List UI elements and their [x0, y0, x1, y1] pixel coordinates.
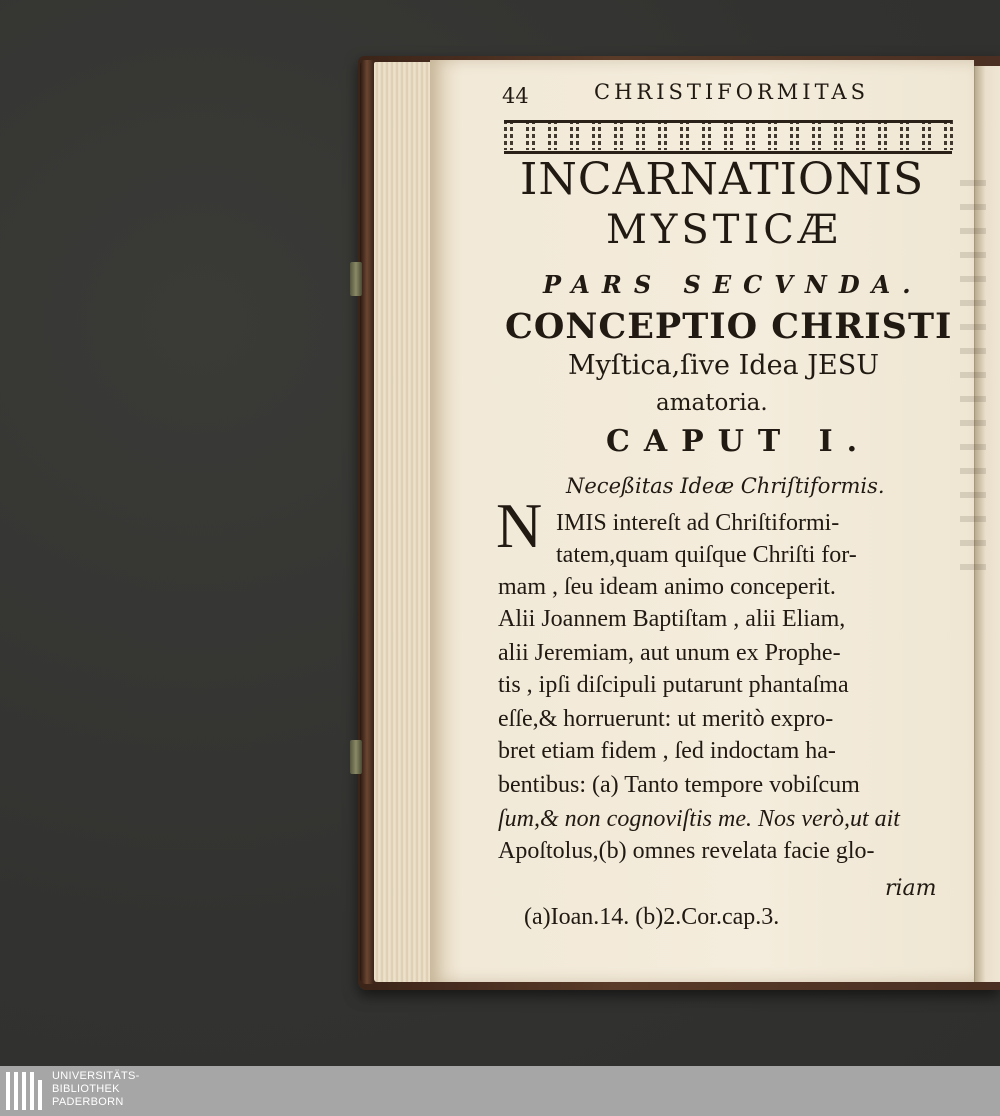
body-line: ſum,& non cognoviſtis me. Nos verò,ut ait	[498, 806, 900, 832]
library-name-line-1: UNIVERSITÄTS-	[52, 1070, 140, 1082]
library-footer	[0, 1066, 1000, 1116]
library-name-line-2: BIBLIOTHEK	[52, 1083, 120, 1095]
page-edges	[374, 62, 434, 982]
catchword: riam	[885, 876, 937, 901]
ink-bleed-through	[960, 180, 986, 580]
running-head: CHRISTIFORMITAS	[594, 80, 869, 104]
drop-cap: N	[496, 490, 543, 561]
library-name	[52, 1070, 140, 1109]
footnote: (a)Ioan.14. (b)2.Cor.cap.3.	[524, 904, 780, 930]
body-line: eſſe,& horruerunt: ut meritò expro-	[498, 706, 834, 732]
subtitle-3: amatoria.	[656, 390, 768, 416]
clasp-bottom	[350, 740, 362, 774]
subtitle: CONCEPTIO CHRISTI	[505, 306, 953, 347]
part-heading: PARS SECVNDA.	[543, 270, 923, 299]
ornament-frame	[504, 120, 952, 154]
subtitle-2: Myſtica,ſive Idea JESU	[568, 350, 880, 381]
body-line: tis , ipſi diſcipuli putarunt phantaſma	[498, 672, 849, 698]
page-number: 44	[502, 84, 529, 108]
chapter-heading: Neceßitas Ideæ Chriſtiformis.	[566, 474, 885, 498]
body-line: alii Jeremiam, aut unum ex Prophe-	[498, 640, 841, 666]
title-line-1: INCARNATIONIS	[520, 154, 925, 205]
body-line: bentibus: (a) Tanto tempore vobiſcum	[498, 772, 860, 798]
body-line: mam , ſeu ideam animo conceperit.	[498, 574, 836, 600]
body-line: tatem,quam quiſque Chriſti for-	[556, 542, 857, 568]
body-line: Alii Joannem Baptiſtam , alii Eliam,	[498, 606, 846, 632]
library-name-line-3: PADERBORN	[52, 1096, 124, 1108]
body-line: Apoſtolus,(b) omnes revelata facie glo-	[498, 838, 875, 864]
title-line-2: MYSTICÆ	[606, 207, 842, 253]
body-line: IMIS intereſt ad Chriſtiformi-	[556, 510, 840, 536]
clasp-top	[350, 262, 362, 296]
body-line: bret etiam fidem , ſed indoctam ha-	[498, 738, 836, 764]
library-logo-icon	[6, 1072, 46, 1110]
chapter-title: CAPUT I.	[606, 424, 872, 459]
book-spine	[360, 60, 374, 984]
